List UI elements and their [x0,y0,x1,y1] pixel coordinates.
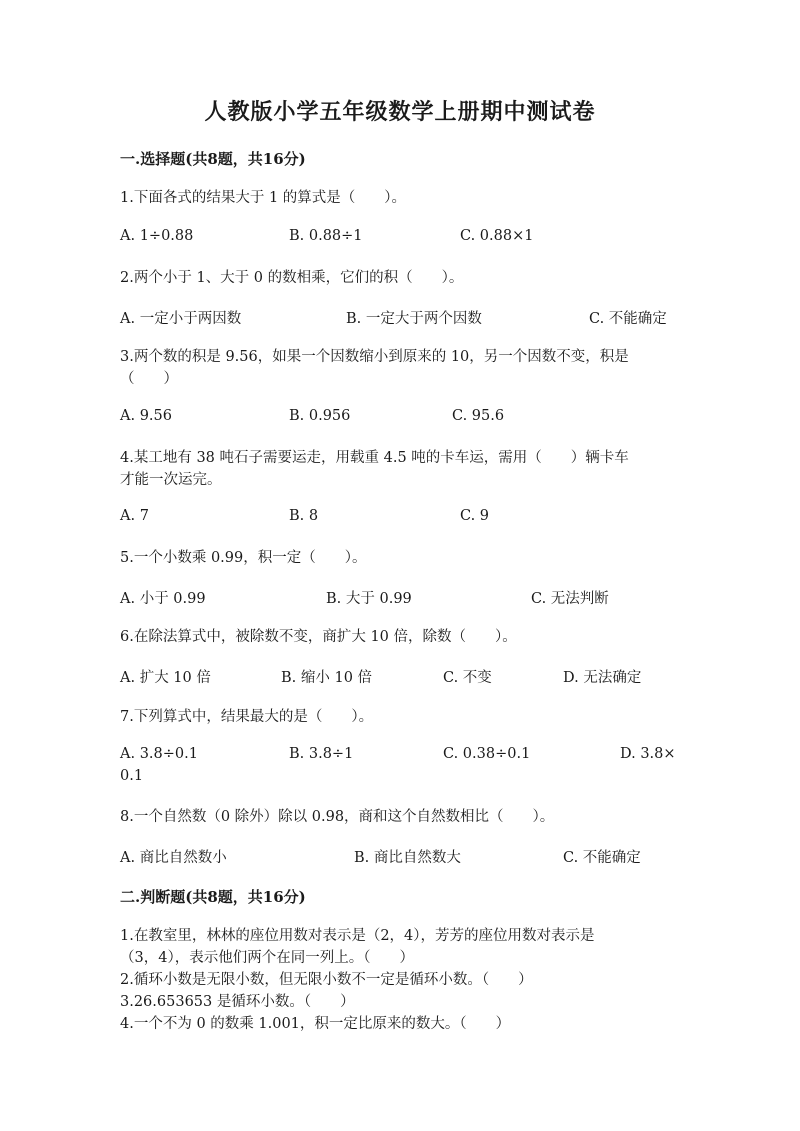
question-2-option-a: A. 一定小于两因数 [120,311,242,327]
question-8-option-c: C. 不能确定 [563,850,641,866]
question-6-stem: 6.在除法算式中，被除数不变，商扩大 10 倍，除数（ ）。 [120,629,517,645]
question-8-option-b: B. 商比自然数大 [354,850,461,866]
question-2-stem: 2.两个小于 1、大于 0 的数相乘，它们的积（ ）。 [120,270,464,286]
question-6-option-d: D. 无法确定 [563,670,642,686]
question-6-option-c: C. 不变 [443,670,492,686]
question-7-stem: 7.下列算式中，结果最大的是（ ）。 [120,709,374,725]
judgment-2: 2.循环小数是无限小数，但无限小数不一定是循环小数。（ ） [120,972,533,988]
question-5-option-c: C. 无法判断 [531,591,609,607]
judgment-1-line2: （3，4），表示他们两个在同一列上。（ ） [120,950,414,966]
judgment-3: 3.26.653653 是循环小数。（ ） [120,994,355,1010]
question-3-stem-line2: （ ） [120,371,178,387]
question-3-option-b: B. 0.956 [289,408,351,424]
question-8-option-a: A. 商比自然数小 [120,850,227,866]
question-6-option-b: B. 缩小 10 倍 [281,670,373,686]
question-4-option-a: A. 7 [120,508,149,524]
question-7-option-d: D. 3.8× [620,746,676,762]
question-4-stem-line1: 4.某工地有 38 吨石子需要运走，用载重 4.5 吨的卡车运，需用（ ）辆卡车 [120,450,629,466]
question-4-option-b: B. 8 [289,508,319,524]
section-heading-true-false: 二.判断题(共8题，共16分) [120,888,306,906]
question-8-stem: 8.一个自然数（0 除外）除以 0.98，商和这个自然数相比（ ）。 [120,809,555,825]
question-5-stem: 5.一个小数乘 0.99，积一定（ ）。 [120,550,367,566]
page-title: 人教版小学五年级数学上册期中测试卷 [204,99,596,125]
question-4-option-c: C. 9 [460,508,490,524]
question-7-option-d-continued: 0.1 [120,768,144,784]
judgment-4: 4.一个不为 0 的数乘 1.001，积一定比原来的数大。（ ） [120,1016,511,1032]
question-6-option-a: A. 扩大 10 倍 [120,670,211,686]
question-3-option-c: C. 95.6 [452,408,505,424]
question-1-option-c: C. 0.88×1 [460,228,534,244]
question-2-option-b: B. 一定大于两个因数 [346,311,482,327]
question-1-option-b: B. 0.88÷1 [289,228,363,244]
question-2-option-c: C. 不能确定 [589,311,667,327]
question-3-stem-line1: 3.两个数的积是 9.56，如果一个因数缩小到原来的 10，另一个因数不变，积是 [120,349,629,365]
question-1-stem: 1.下面各式的结果大于 1 的算式是（ ）。 [120,190,407,206]
section-heading-multiple-choice: 一.选择题(共8题，共16分) [120,150,306,168]
question-5-option-b: B. 大于 0.99 [326,591,412,607]
question-3-option-a: A. 9.56 [120,408,172,424]
question-1-option-a: A. 1÷0.88 [120,228,194,244]
question-7-option-a: A. 3.8÷0.1 [120,746,198,762]
question-7-option-c: C. 0.38÷0.1 [443,746,531,762]
judgment-1-line1: 1.在教室里，林林的座位用数对表示是（2，4），芳芳的座位用数对表示是 [120,928,595,944]
question-4-stem-line2: 才能一次运完。 [120,472,222,488]
question-5-option-a: A. 小于 0.99 [120,591,206,607]
question-7-option-b: B. 3.8÷1 [289,746,354,762]
